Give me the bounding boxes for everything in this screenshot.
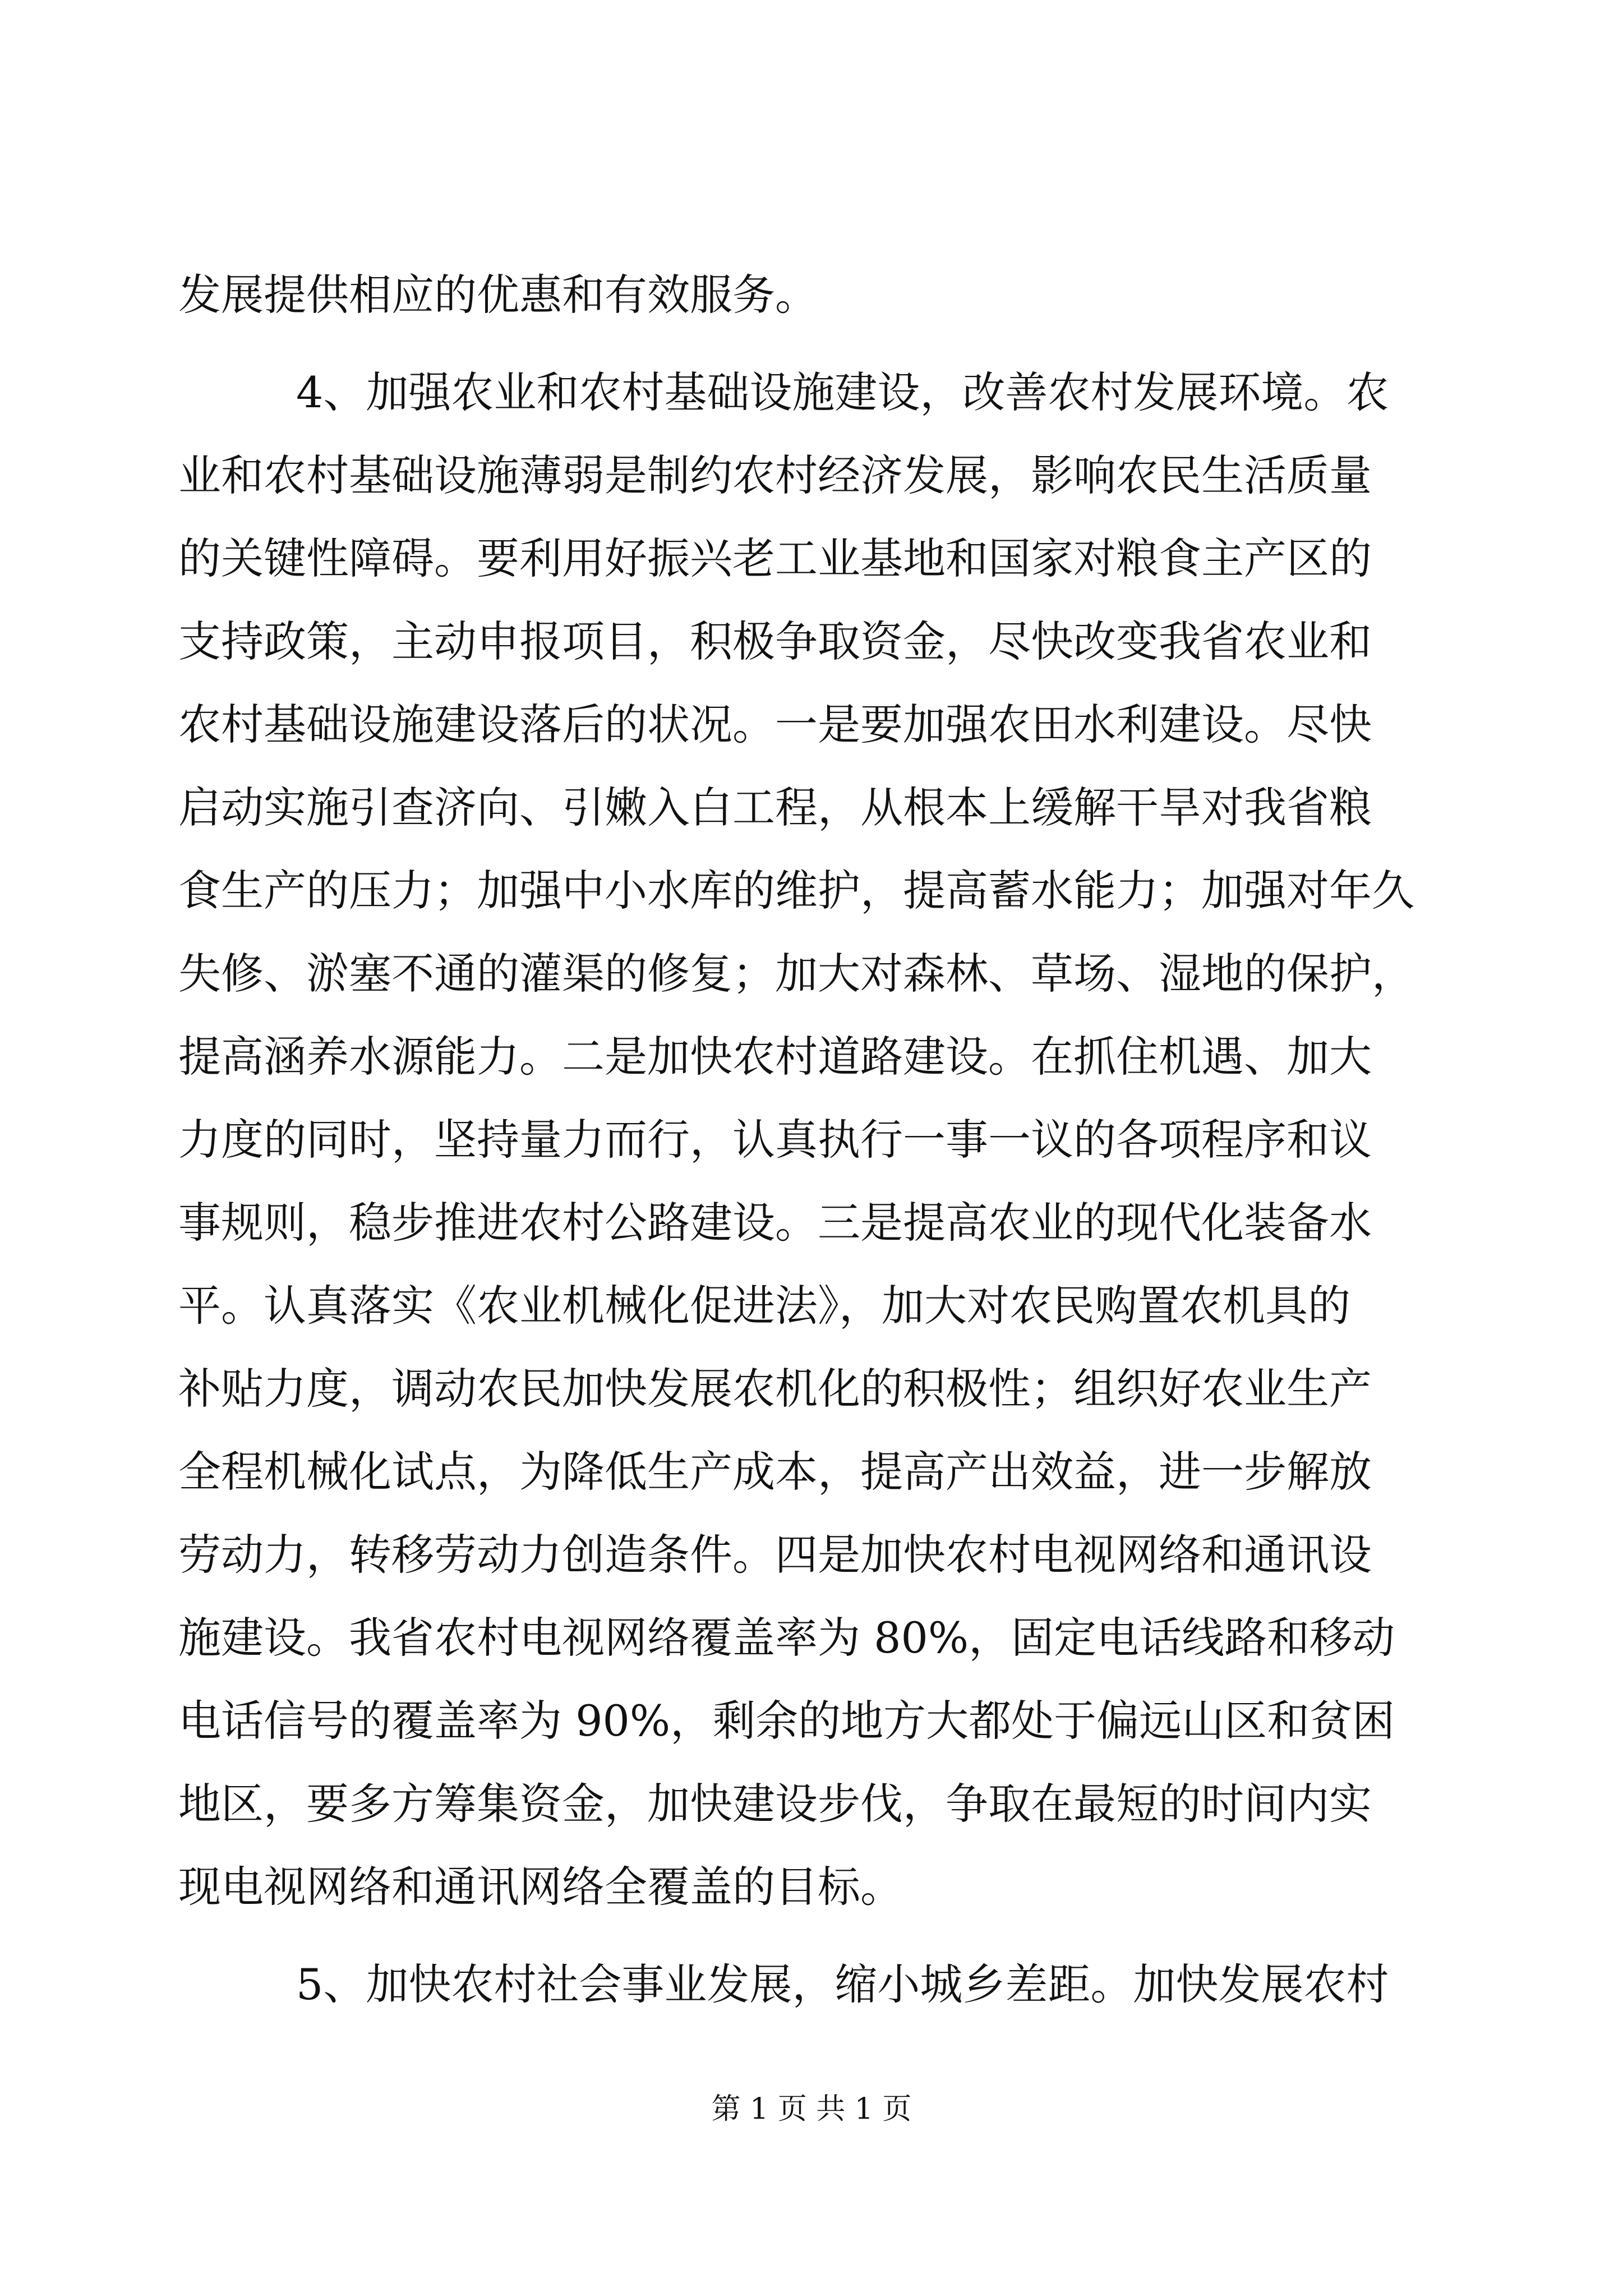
text-line: 施建设。我省农村电视网络覆盖率为 80%，固定电话线路和移动 (178, 1613, 1395, 1663)
text-line: 现电视网络和通讯网络全覆盖的目标。 (178, 1862, 903, 1912)
text-line: 劳动力，转移劳动力创造条件。四是加快农村电视网络和通讯设 (178, 1530, 1372, 1580)
document-body (178, 254, 1423, 2026)
text-line: 地区，要多方筹集资金，加快建设步伐，争取在最短的时间内实 (178, 1779, 1372, 1829)
text-line: 事规则，稳步推进农村公路建设。三是提高农业的现代化装备水 (178, 1198, 1372, 1248)
paragraph-5-heading-line: 5、加快农村社会事业发展，缩小城乡差距。加快发展农村 (296, 1959, 1389, 2009)
text-line: 业和农村基础设施薄弱是制约农村经济发展，影响农民生活质量 (178, 450, 1372, 500)
text-line: 失修、淤塞不通的灌渠的修复；加大对森林、草场、湿地的保护， (178, 949, 1414, 999)
text-line: 提高涵养水源能力。二是加快农村道路建设。在抓住机遇、加大 (178, 1032, 1372, 1082)
text-line: 平。认真落实《农业机械化促进法》，加大对农民购置农机具的 (178, 1281, 1350, 1331)
text-line: 电话信号的覆盖率为 90%，剩余的地方大都处于偏远山区和贫困 (178, 1696, 1395, 1746)
text-line: 力度的同时，坚持量力而行，认真执行一事一议的各项程序和议 (178, 1115, 1372, 1165)
text-line: 食生产的压力；加强中小水库的维护，提高蓄水能力；加强对年久 (178, 866, 1414, 915)
text-line: 农村基础设施建设落后的状况。一是要加强农田水利建设。尽快 (178, 700, 1372, 749)
text-line: 发展提供相应的优惠和有效服务。 (178, 270, 818, 320)
text-line: 全程机械化试点，为降低生产成本，提高产出效益，进一步解放 (178, 1447, 1372, 1497)
text-line: 支持政策，主动申报项目，积极争取资金，尽快改变我省农业和 (178, 616, 1372, 666)
text-line: 的关键性障碍。要利用好振兴老工业基地和国家对粮食主产区的 (178, 533, 1372, 583)
text-line: 补贴力度，调动农民加快发展农机化的积极性；组织好农业生产 (178, 1364, 1372, 1414)
text-line: 启动实施引查济向、引嫩入白工程，从根本上缓解干旱对我省粮 (178, 783, 1372, 832)
paragraph-4-heading-line: 4、加强农业和农村基础设施建设，改善农村发展环境。农 (296, 367, 1389, 417)
page-number-footer: 第 1 页 共 1 页 (711, 2092, 912, 2126)
